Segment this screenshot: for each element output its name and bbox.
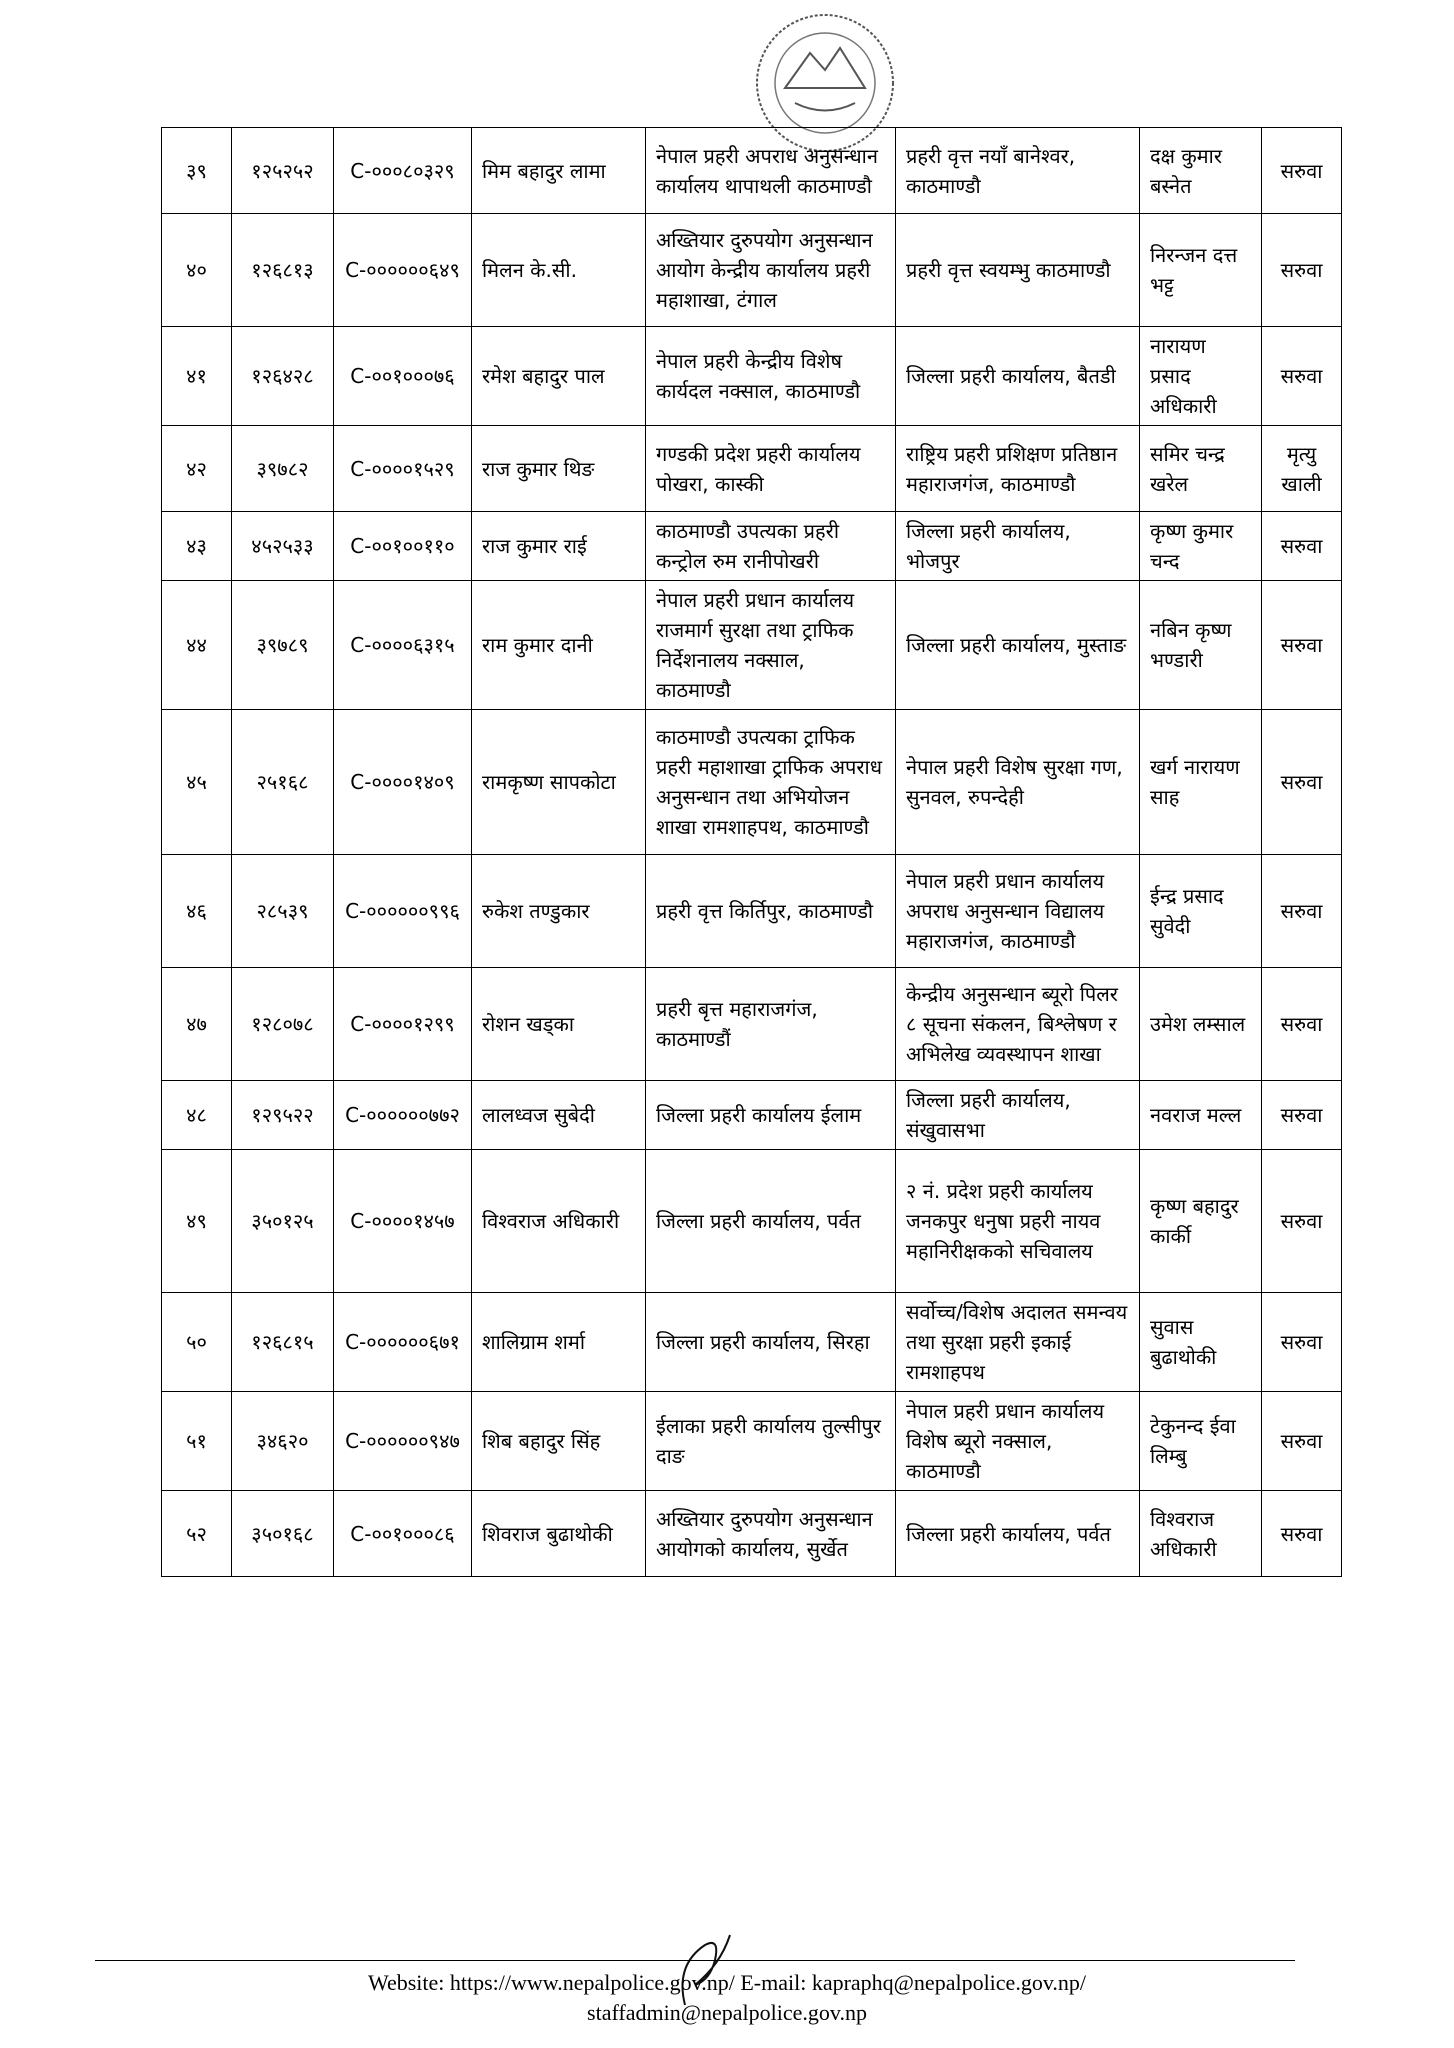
table-row — [162, 426, 1342, 512]
police-number-cell: १२६४२८ — [232, 327, 334, 426]
current-office-cell: जिल्ला प्रहरी कार्यालय, सिरहा — [646, 1293, 896, 1392]
replacement-name-cell: कृष्ण कुमार चन्द — [1140, 512, 1262, 581]
replacement-name-cell: दक्ष कुमार बस्नेत — [1140, 128, 1262, 214]
code-number-cell: C-००१००११० — [334, 512, 472, 581]
police-number-cell: ३५०१६८ — [232, 1491, 334, 1577]
employee-name-cell: रमेश बहादुर पाल — [472, 327, 646, 426]
current-office-cell: नेपाल प्रहरी अपराध अनुसन्धान कार्यालय थापाथली काठमाण्डौ — [646, 128, 896, 214]
remark-cell: सरुवा — [1262, 214, 1342, 327]
code-number-cell: C-००००१५२९ — [334, 426, 472, 512]
current-office-cell: अख्तियार दुरुपयोग अनुसन्धान आयोगको कार्यालय, सुर्खेत — [646, 1491, 896, 1577]
replacement-name-cell: नबिन कृष्ण भण्डारी — [1140, 581, 1262, 710]
replacement-name-cell: उमेश लम्साल — [1140, 968, 1262, 1081]
table-row — [162, 128, 1342, 214]
code-number-cell: C-००००१४०९ — [334, 710, 472, 855]
current-office-cell: अख्तियार दुरुपयोग अनुसन्धान आयोग केन्द्रीय कार्यालय प्रहरी महाशाखा, टंगाल — [646, 214, 896, 327]
table-row — [162, 1491, 1342, 1577]
code-number-cell: C-०००८०३२९ — [334, 128, 472, 214]
remark-cell: मृत्यु खाली — [1262, 426, 1342, 512]
table-row — [162, 1081, 1342, 1150]
replacement-name-cell: विश्वराज अधिकारी — [1140, 1491, 1262, 1577]
employee-name-cell: रोशन खड्का — [472, 968, 646, 1081]
transfer-office-cell: जिल्ला प्रहरी कार्यालय, बैतडी — [896, 327, 1140, 426]
employee-name-cell: मिम बहादुर लामा — [472, 128, 646, 214]
police-number-cell: १२५२५२ — [232, 128, 334, 214]
serial-number-cell: ४० — [162, 214, 232, 327]
code-number-cell: C-००००१२९९ — [334, 968, 472, 1081]
current-office-cell: प्रहरी वृत्त किर्तिपुर, काठमाण्डौ — [646, 855, 896, 968]
police-number-cell: १२६८१५ — [232, 1293, 334, 1392]
table-body — [162, 128, 1342, 1577]
footer-email-line: staffadmin@nepalpolice.gov.np — [587, 2000, 867, 2025]
police-number-cell: २५१६८ — [232, 710, 334, 855]
code-number-cell: C-००००१४५७ — [334, 1150, 472, 1293]
remark-cell: सरुवा — [1262, 1150, 1342, 1293]
transfer-office-cell: नेपाल प्रहरी विशेष सुरक्षा गण, सुनवल, रुपन्देही — [896, 710, 1140, 855]
staff-transfer-table — [161, 127, 1342, 1577]
current-office-cell: जिल्ला प्रहरी कार्यालय ईलाम — [646, 1081, 896, 1150]
police-number-cell: ३४६२० — [232, 1392, 334, 1491]
employee-name-cell: राज कुमार राई — [472, 512, 646, 581]
employee-name-cell: विश्वराज अधिकारी — [472, 1150, 646, 1293]
employee-name-cell: मिलन के.सी. — [472, 214, 646, 327]
code-number-cell: C-००००००६७१ — [334, 1293, 472, 1392]
replacement-name-cell: नारायण प्रसाद अधिकारी — [1140, 327, 1262, 426]
table-row — [162, 327, 1342, 426]
serial-number-cell: ४८ — [162, 1081, 232, 1150]
current-office-cell: प्रहरी बृत्त महाराजगंज, काठमाण्डौं — [646, 968, 896, 1081]
footer-contact-line: Website: https://www.nepalpolice.gov.np/ E-mail: kapraphq@nepalpolice.gov.np/ — [367, 1970, 1087, 1995]
employee-name-cell: शिवराज बुढाथोकी — [472, 1491, 646, 1577]
transfer-office-cell: नेपाल प्रहरी प्रधान कार्यालय विशेष ब्यूरो नक्साल, काठमाण्डौ — [896, 1392, 1140, 1491]
transfer-office-cell: केन्द्रीय अनुसन्धान ब्यूरो पिलर ८ सूचना संकलन, बिश्लेषण र अभिलेख व्यवस्थापन शाखा — [896, 968, 1140, 1081]
remark-cell: सरुवा — [1262, 1293, 1342, 1392]
transfer-office-cell: जिल्ला प्रहरी कार्यालय, पर्वत — [896, 1491, 1140, 1577]
replacement-name-cell: सुवास बुढाथोकी — [1140, 1293, 1262, 1392]
table-row — [162, 968, 1342, 1081]
police-number-cell: १२९५२२ — [232, 1081, 334, 1150]
police-number-cell: १२८०७८ — [232, 968, 334, 1081]
employee-name-cell: राम कुमार दानी — [472, 581, 646, 710]
police-number-cell: ३९७८९ — [232, 581, 334, 710]
remark-cell: सरुवा — [1262, 512, 1342, 581]
remark-cell: सरुवा — [1262, 128, 1342, 214]
footer-divider — [95, 1960, 1295, 1961]
replacement-name-cell: ईन्द्र प्रसाद सुवेदी — [1140, 855, 1262, 968]
serial-number-cell: ५० — [162, 1293, 232, 1392]
replacement-name-cell: नवराज मल्ल — [1140, 1081, 1262, 1150]
transfer-office-cell: जिल्ला प्रहरी कार्यालय, मुस्ताङ — [896, 581, 1140, 710]
serial-number-cell: ३९ — [162, 128, 232, 214]
employee-name-cell: रुकेश तण्डुकार — [472, 855, 646, 968]
replacement-name-cell: टेकुनन्द ईवा लिम्बु — [1140, 1392, 1262, 1491]
serial-number-cell: ४१ — [162, 327, 232, 426]
serial-number-cell: ४७ — [162, 968, 232, 1081]
current-office-cell: काठमाण्डौ उपत्यका ट्राफिक प्रहरी महाशाखा ट्राफिक अपराध अनुसन्धान तथा अभियोजन शाखा रामशाहपथ, काठमाण्डौ — [646, 710, 896, 855]
current-office-cell: ईलाका प्रहरी कार्यालय तुल्सीपुर दाङ — [646, 1392, 896, 1491]
police-number-cell: ३५०१२५ — [232, 1150, 334, 1293]
current-office-cell: काठमाण्डौ उपत्यका प्रहरी कन्ट्रोल रुम रानीपोखरी — [646, 512, 896, 581]
code-number-cell: C-००००००६४९ — [334, 214, 472, 327]
transfer-office-cell: प्रहरी वृत्त नयाँ बानेश्वर, काठमाण्डौ — [896, 128, 1140, 214]
serial-number-cell: ४९ — [162, 1150, 232, 1293]
serial-number-cell: ४४ — [162, 581, 232, 710]
serial-number-cell: ५२ — [162, 1491, 232, 1577]
table-row — [162, 1150, 1342, 1293]
remark-cell: सरुवा — [1262, 1392, 1342, 1491]
remark-cell: सरुवा — [1262, 1081, 1342, 1150]
table-row — [162, 710, 1342, 855]
remark-cell: सरुवा — [1262, 581, 1342, 710]
transfer-office-cell: जिल्ला प्रहरी कार्यालय, संखुवासभा — [896, 1081, 1140, 1150]
current-office-cell: नेपाल प्रहरी प्रधान कार्यालय राजमार्ग सुरक्षा तथा ट्राफिक निर्देशनालय नक्साल, काठमाण्डौ — [646, 581, 896, 710]
code-number-cell: C-००००००९४७ — [334, 1392, 472, 1491]
remark-cell: सरुवा — [1262, 855, 1342, 968]
code-number-cell: C-००१०००८६ — [334, 1491, 472, 1577]
police-number-cell: २८५३९ — [232, 855, 334, 968]
replacement-name-cell: समिर चन्द्र खरेल — [1140, 426, 1262, 512]
code-number-cell: C-००००००७७२ — [334, 1081, 472, 1150]
employee-name-cell: शिब बहादुर सिंह — [472, 1392, 646, 1491]
remark-cell: सरुवा — [1262, 968, 1342, 1081]
replacement-name-cell: खर्ग नारायण साह — [1140, 710, 1262, 855]
table-row — [162, 512, 1342, 581]
table-row — [162, 581, 1342, 710]
table-row — [162, 214, 1342, 327]
remark-cell: सरुवा — [1262, 327, 1342, 426]
employee-name-cell: शालिग्राम शर्मा — [472, 1293, 646, 1392]
code-number-cell: C-००००६३१५ — [334, 581, 472, 710]
serial-number-cell: ४२ — [162, 426, 232, 512]
serial-number-cell: ५१ — [162, 1392, 232, 1491]
code-number-cell: C-००१०००७६ — [334, 327, 472, 426]
table-row — [162, 855, 1342, 968]
remark-cell: सरुवा — [1262, 1491, 1342, 1577]
current-office-cell: जिल्ला प्रहरी कार्यालय, पर्वत — [646, 1150, 896, 1293]
police-number-cell: ३९७८२ — [232, 426, 334, 512]
replacement-name-cell: कृष्ण बहादुर कार्की — [1140, 1150, 1262, 1293]
transfer-office-cell: राष्ट्रिय प्रहरी प्रशिक्षण प्रतिष्ठान महाराजगंज, काठमाण्डौ — [896, 426, 1140, 512]
code-number-cell: C-००००००९९६ — [334, 855, 472, 968]
employee-name-cell: रामकृष्ण सापकोटा — [472, 710, 646, 855]
transfer-office-cell: जिल्ला प्रहरी कार्यालय, भोजपुर — [896, 512, 1140, 581]
table-row — [162, 1392, 1342, 1491]
page-footer — [0, 1968, 1454, 2028]
current-office-cell: गण्डकी प्रदेश प्रहरी कार्यालय पोखरा, कास्की — [646, 426, 896, 512]
employee-name-cell: लालध्वज सुबेदी — [472, 1081, 646, 1150]
current-office-cell: नेपाल प्रहरी केन्द्रीय विशेष कार्यदल नक्साल, काठमाण्डौ — [646, 327, 896, 426]
remark-cell: सरुवा — [1262, 710, 1342, 855]
table-row — [162, 1293, 1342, 1392]
police-number-cell: १२६८१३ — [232, 214, 334, 327]
transfer-office-cell: २ नं. प्रदेश प्रहरी कार्यालय जनकपुर धनुषा प्रहरी नायव महानिरीक्षकको सचिवालय — [896, 1150, 1140, 1293]
transfer-office-cell: सर्वोच्च/विशेष अदालत समन्वय तथा सुरक्षा प्रहरी इकाई रामशाहपथ — [896, 1293, 1140, 1392]
employee-name-cell: राज कुमार थिङ — [472, 426, 646, 512]
police-number-cell: ४५२५३३ — [232, 512, 334, 581]
serial-number-cell: ४३ — [162, 512, 232, 581]
serial-number-cell: ४६ — [162, 855, 232, 968]
transfer-office-cell: प्रहरी वृत्त स्वयम्भु काठमाण्डौ — [896, 214, 1140, 327]
replacement-name-cell: निरन्जन दत्त भट्ट — [1140, 214, 1262, 327]
transfer-office-cell: नेपाल प्रहरी प्रधान कार्यालय अपराध अनुसन्धान विद्यालय महाराजगंज, काठमाण्डौ — [896, 855, 1140, 968]
serial-number-cell: ४५ — [162, 710, 232, 855]
